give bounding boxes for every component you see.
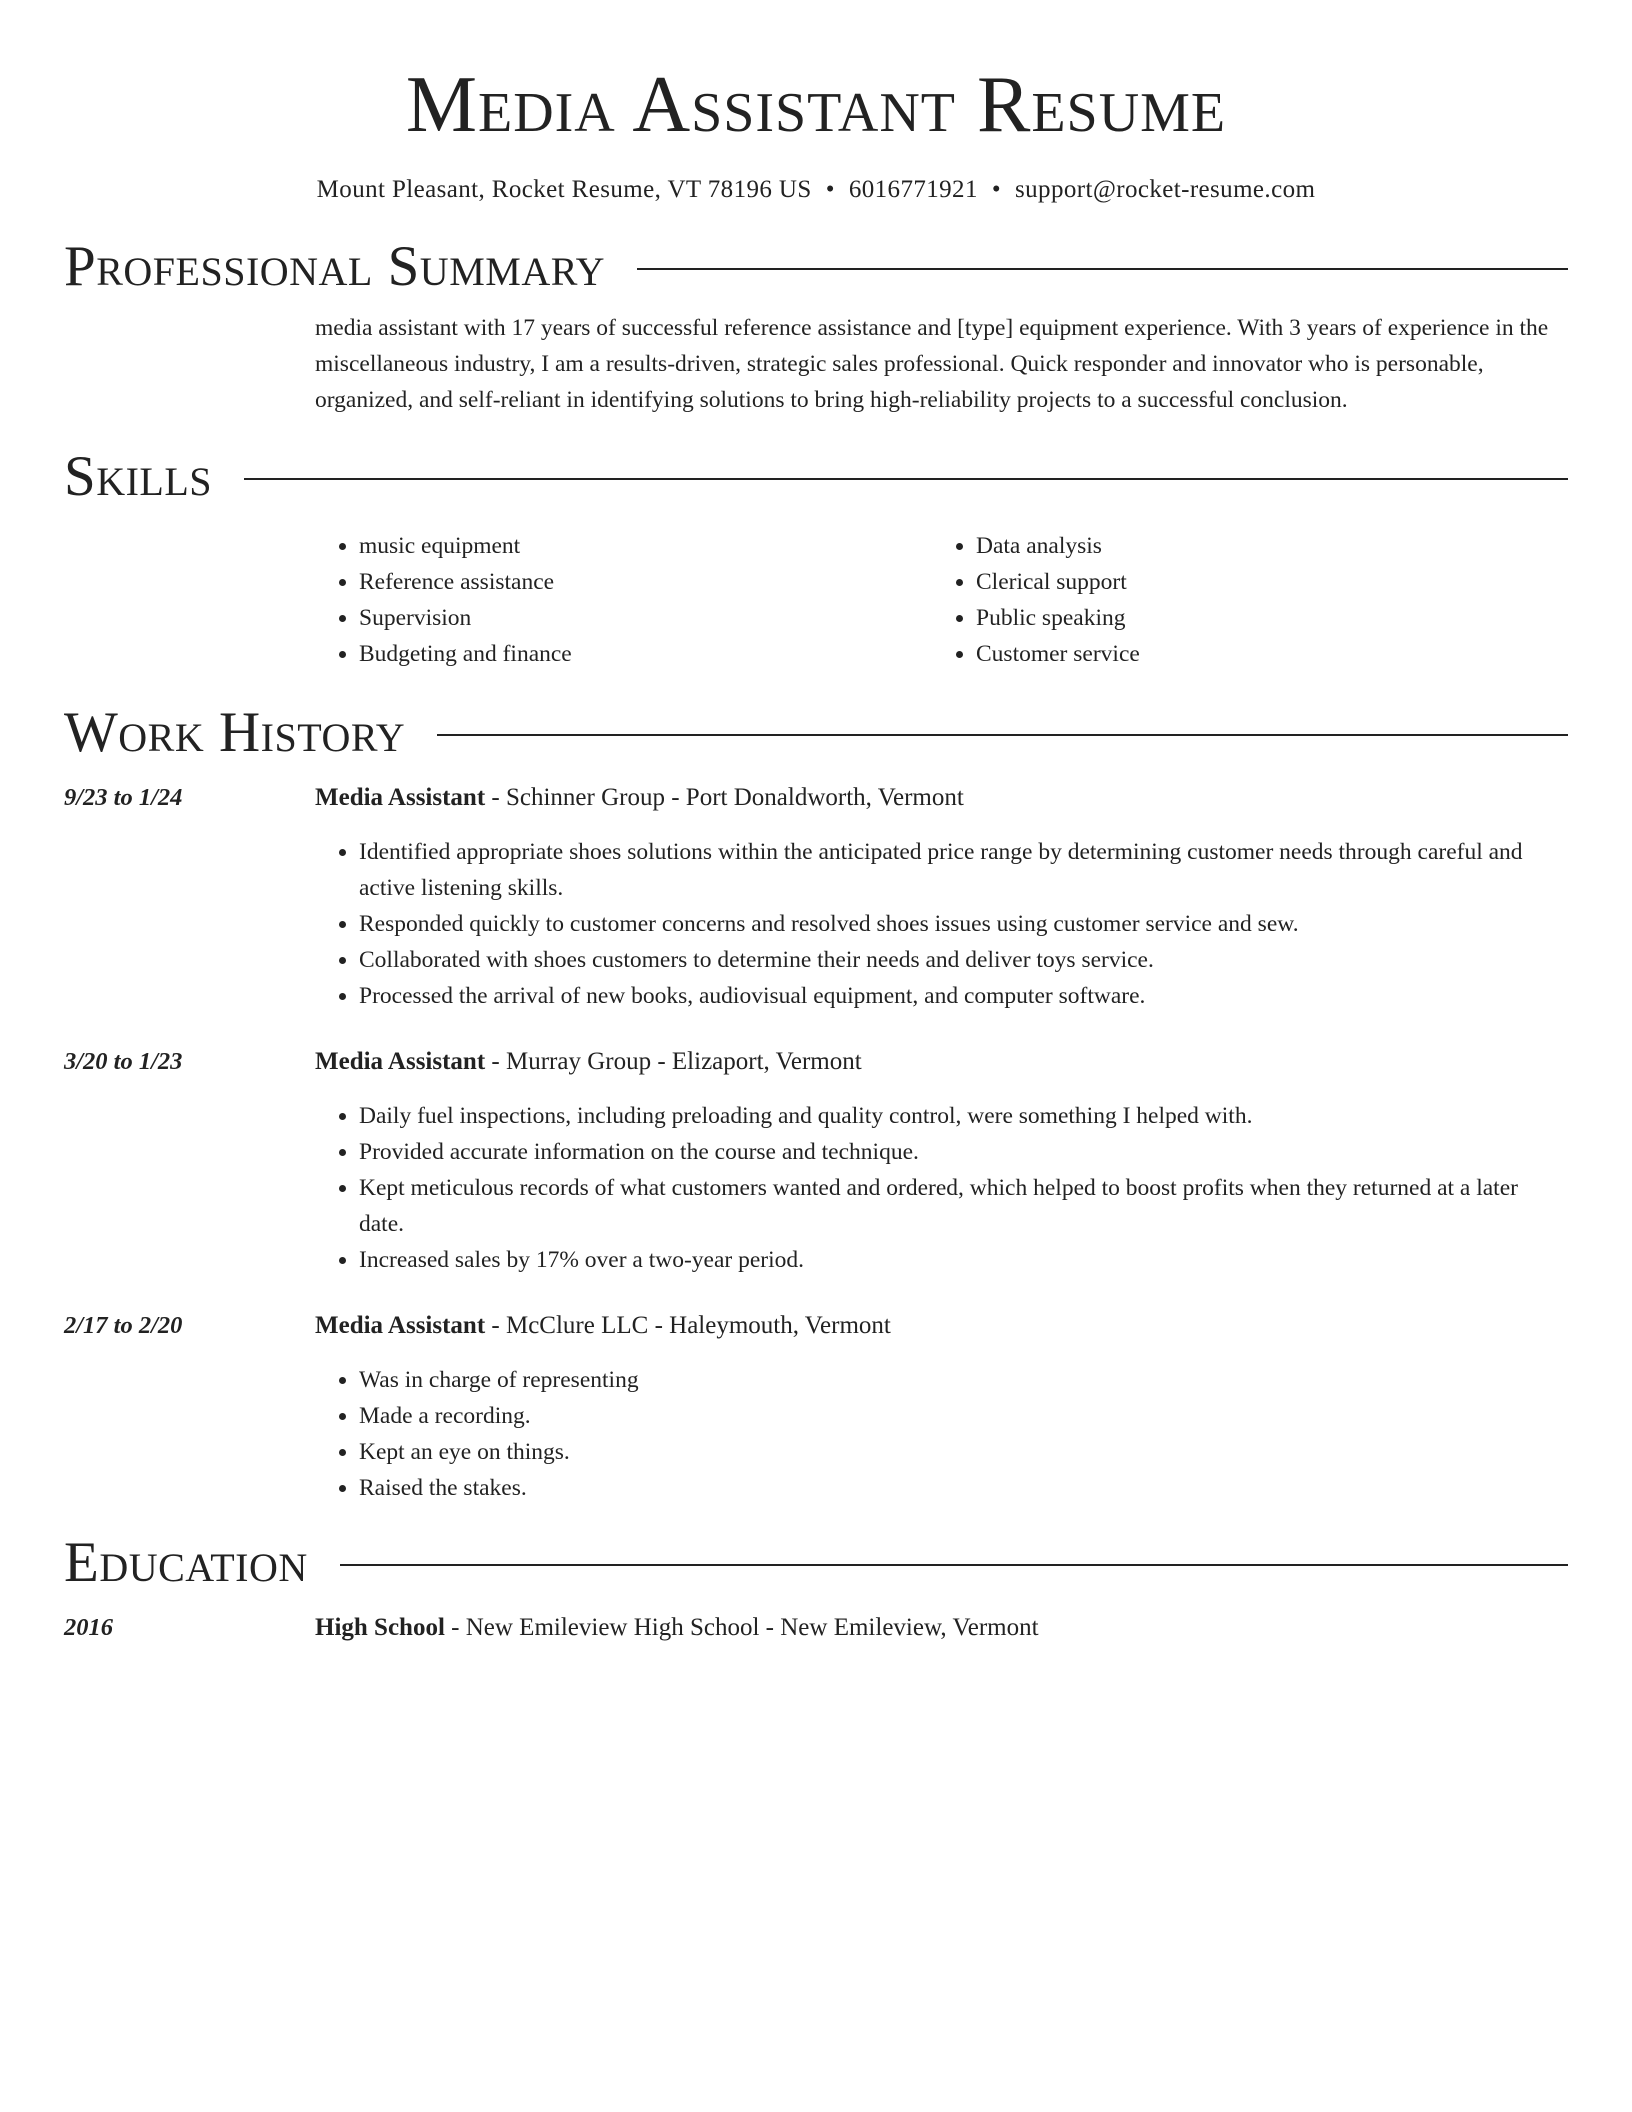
work-entry-company: - Schinner Group - Port Donaldworth, Vermont <box>485 784 964 811</box>
skill-item: • Budgeting and finance <box>359 636 932 672</box>
work-entry-role: Media Assistant <box>315 1048 486 1075</box>
contact-address: Mount Pleasant, Rocket Resume, VT 78196 US <box>316 176 812 203</box>
work-entry-bullets <box>315 1362 1568 1506</box>
work-entry-bullets <box>315 1098 1568 1278</box>
skill-item: • music equipment <box>359 528 932 564</box>
skills-section-header <box>64 446 1568 508</box>
work-entry-role: Media Assistant <box>315 1312 486 1339</box>
section-divider <box>244 478 1568 480</box>
contact-separator: • <box>991 176 1002 203</box>
work-entry-role: Media Assistant <box>315 784 486 811</box>
work-entry-dates: 3/20 to 1/23 <box>64 1048 183 1075</box>
skills-section-title: Skills <box>64 445 213 508</box>
summary-section-header <box>64 236 1568 298</box>
work-section-title: Work History <box>64 701 406 764</box>
work-entry-heading <box>315 1308 1568 1344</box>
skill-item: • Customer service <box>976 636 1536 672</box>
work-bullet: • Processed the arrival of new books, audiovisual equipment, and computer software. <box>359 978 1568 1014</box>
work-entry-dates: 2/17 to 2/20 <box>64 1312 183 1339</box>
work-section-header <box>64 702 1568 764</box>
contact-line <box>64 174 1568 206</box>
work-entry-body <box>315 780 1568 1014</box>
education-section-title: Education <box>64 1531 308 1594</box>
work-bullet: • Daily fuel inspections, including preloading and quality control, were something I helped with. <box>359 1098 1568 1134</box>
education-entry-body <box>315 1610 1568 1646</box>
summary-section-title: Professional Summary <box>64 235 606 298</box>
contact-phone: 6016771921 <box>848 176 978 203</box>
work-bullet: • Kept an eye on things. <box>359 1434 1568 1470</box>
section-divider <box>637 268 1568 270</box>
resume-page <box>64 0 1568 1646</box>
resume-title: Media Assistant Resume <box>405 61 1227 149</box>
work-bullet: • Collaborated with shoes customers to determine their needs and deliver toys service. <box>359 942 1568 978</box>
work-bullet: • Provided accurate information on the course and technique. <box>359 1134 1568 1170</box>
work-entry <box>64 780 1568 1014</box>
skill-item: • Data analysis <box>976 528 1536 564</box>
section-divider <box>437 734 1568 736</box>
work-bullet: • Made a recording. <box>359 1398 1568 1434</box>
work-bullet: • Responded quickly to customer concerns and resolved shoes issues using customer service and sew. <box>359 906 1568 942</box>
education-entry-heading <box>315 1610 1568 1646</box>
skill-item: • Clerical support <box>976 564 1536 600</box>
work-entry-company: - Murray Group - Elizaport, Vermont <box>485 1048 862 1075</box>
work-bullet: • Kept meticulous records of what customers wanted and ordered, which helped to boost profits when they returned at a later date. <box>359 1170 1568 1242</box>
summary-text: media assistant with 17 years of successful reference assistance and [type] equipment experience. With 3 years of experience in the miscellaneous industry, I am a results-driven, strategic sales professional. Quick responder and innovator who is personable, organized, and self-reliant in identifying solutions to bring high-reliability projects to a successful conclusion. <box>315 315 1549 413</box>
education-entry <box>64 1610 1568 1646</box>
education-entry-degree: High School <box>315 1614 445 1641</box>
work-entry-heading <box>315 780 1568 816</box>
work-entry-bullets <box>315 834 1568 1014</box>
work-entry-heading <box>315 1044 1568 1080</box>
work-entry-body <box>315 1044 1568 1278</box>
skills-list <box>315 528 1568 672</box>
skill-item: • Supervision <box>359 600 932 636</box>
skill-item: • Public speaking <box>976 600 1536 636</box>
skills-column-right <box>932 528 1536 672</box>
contact-separator: • <box>825 176 835 203</box>
work-entry-dates: 9/23 to 1/24 <box>64 784 183 811</box>
work-bullet: • Was in charge of representing <box>359 1362 1568 1398</box>
work-entry-company: - McClure LLC - Haleymouth, Vermont <box>485 1312 891 1339</box>
work-bullet: • Increased sales by 17% over a two-year period. <box>359 1242 1568 1278</box>
contact-email: support@rocket-resume.com <box>1015 176 1316 203</box>
work-bullet: • Identified appropriate shoes solutions within the anticipated price range by determining customer needs through careful and active listening skills. <box>359 834 1568 906</box>
work-entry <box>64 1044 1568 1278</box>
education-entry-school: - New Emileview High School - New Emileview, Vermont <box>444 1614 1039 1641</box>
work-bullet: • Raised the stakes. <box>359 1470 1568 1506</box>
work-entry <box>64 1308 1568 1506</box>
education-section-header <box>64 1532 1568 1594</box>
skills-column-left <box>315 528 932 672</box>
section-divider <box>340 1564 1568 1566</box>
work-entry-body <box>315 1308 1568 1506</box>
skill-item: • Reference assistance <box>359 564 932 600</box>
education-entry-year: 2016 <box>64 1614 113 1641</box>
